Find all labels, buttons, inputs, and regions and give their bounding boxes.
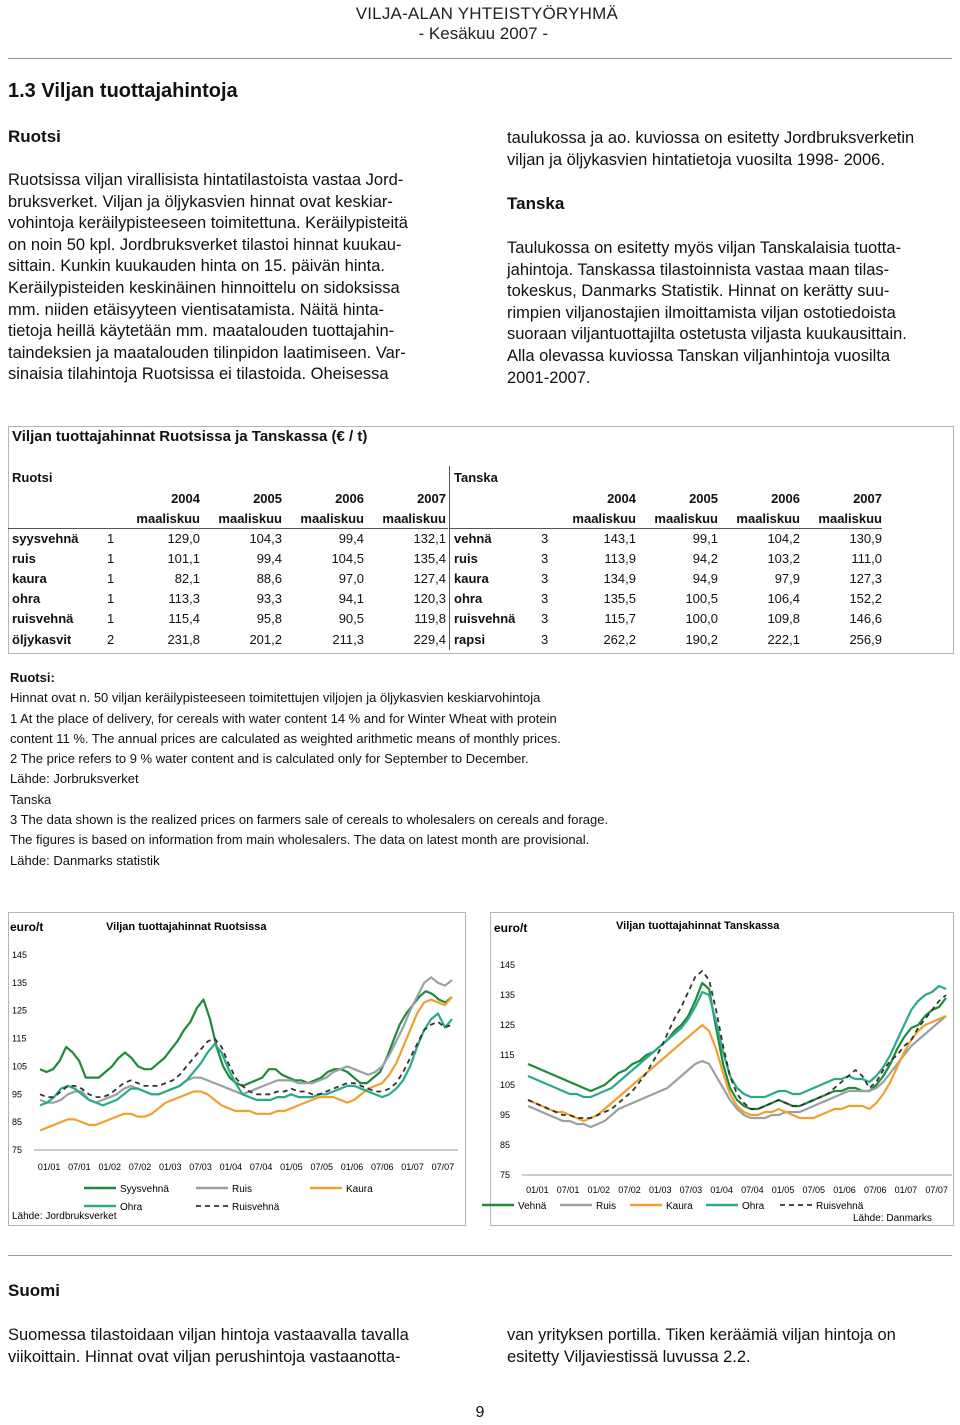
x-tick-label: 01/07 <box>401 1162 424 1172</box>
x-tick-label: 07/02 <box>618 1185 641 1195</box>
chart-title: Viljan tuottajahinnat Ruotsissa <box>106 921 267 933</box>
note-line: 2 The price refers to 9 % water content and is calculated only for September to December. <box>10 751 529 767</box>
table-cell: 143,1 <box>603 531 636 546</box>
table-cell: 127,3 <box>849 571 882 586</box>
y-tick-label: 135 <box>12 977 28 988</box>
table-cell: 201,2 <box>249 632 282 647</box>
text-line: viljan ja öljykasvien hintatietoja vuosilta 1998- 2006. <box>507 150 885 169</box>
y-tick-label: 75 <box>12 1145 23 1155</box>
table-cell: 119,8 <box>414 611 446 626</box>
text-line: van yrityksen portilla. Tiken keräämiä viljan hintoja on <box>507 1326 896 1344</box>
text-line: esitetty Viljaviestissä luvussa 2.2. <box>507 1347 751 1366</box>
table-cell: 94,9 <box>692 571 718 586</box>
table-month-header: maaliskuu <box>300 511 364 526</box>
x-tick-label: 01/06 <box>340 1162 364 1172</box>
x-tick-label: 01/05 <box>771 1185 795 1195</box>
legend-label: Syysvehnä <box>120 1184 169 1195</box>
table-cell: 152,2 <box>849 591 882 606</box>
x-tick-label: 07/04 <box>249 1162 273 1172</box>
x-tick-label: 01/06 <box>833 1185 856 1195</box>
x-tick-label: 01/05 <box>280 1162 303 1172</box>
table-note-ref: 1 <box>107 551 115 566</box>
table-cell: 146,6 <box>849 611 882 626</box>
table-note-ref: 3 <box>541 571 549 586</box>
table-cell: 190,2 <box>685 632 718 647</box>
table-year-header: 2007 <box>853 491 882 506</box>
table-note-ref: 1 <box>107 611 115 626</box>
table-cell: 103,2 <box>767 551 800 566</box>
x-tick-label: 01/07 <box>894 1185 918 1195</box>
table-cell: 211,3 <box>332 632 364 647</box>
table-cell: 100,0 <box>685 611 718 626</box>
x-tick-label: 07/01 <box>68 1162 91 1172</box>
legend-label: Kaura <box>666 1201 693 1212</box>
legend-label: Ruisvehnä <box>816 1201 864 1212</box>
table-note-ref: 3 <box>541 591 549 606</box>
table-note-ref: 1 <box>107 531 115 546</box>
x-tick-label: 07/03 <box>679 1185 703 1195</box>
text-line: Ruotsissa viljan virallisista hintatilastoista vastaa Jord- <box>8 171 404 189</box>
x-tick-label: 01/01 <box>526 1185 549 1195</box>
x-tick-label: 07/06 <box>371 1162 394 1172</box>
x-tick-label: 01/01 <box>37 1162 61 1172</box>
table-row-label: ruisvehnä <box>454 611 516 626</box>
table-year-header: 2005 <box>689 491 718 506</box>
legend-label: Kaura <box>346 1184 373 1195</box>
table-cell: 104,5 <box>331 551 364 566</box>
x-tick-label: 07/02 <box>128 1162 152 1172</box>
table-cell: 222,1 <box>767 632 800 647</box>
table-cell: 97,9 <box>774 571 800 586</box>
table-ruotsi-label: Ruotsi <box>12 470 53 485</box>
table-year-header: 2006 <box>771 491 800 506</box>
legend-label: Ruisvehnä <box>232 1202 280 1213</box>
text-line: Alla olevassa kuviossa Tanskan viljanhintoja vuosilta <box>507 346 891 365</box>
y-tick-label: 145 <box>12 950 28 960</box>
table-cell: 104,2 <box>767 531 800 546</box>
note-line: The figures is based on information from main wholesalers. The data on latest month are provisional. <box>10 832 590 848</box>
x-tick-label: 07/05 <box>310 1162 333 1172</box>
table-cell: 95,8 <box>256 611 282 626</box>
suomi-left-paragraph <box>8 1325 466 1368</box>
table-cell: 130,9 <box>849 531 882 546</box>
table-note-ref: 3 <box>541 531 549 546</box>
table-year-header: 2004 <box>171 491 200 506</box>
table-cell: 115,7 <box>604 611 636 626</box>
x-tick-label: 07/05 <box>802 1185 826 1195</box>
table-cell: 111,0 <box>851 551 882 566</box>
text-line: suoraan viljantuottajilta ostetusta viljasta kuukausittain. <box>507 325 907 344</box>
table-row-label: öljykasvit <box>12 632 72 647</box>
legend-label: Vehnä <box>518 1201 547 1212</box>
text-line: tokeskus, Danmarks Statistik. Hinnat on kerätty suu- <box>507 282 890 301</box>
table-cell: 104,3 <box>249 531 282 546</box>
text-line: taindeksien ja maatalouden tilinpidon laatimiseen. Var- <box>8 343 406 362</box>
table-year-header: 2005 <box>253 491 282 506</box>
y-tick-label: 85 <box>12 1117 23 1128</box>
table-row-label: kaura <box>12 571 47 586</box>
chart-y-label: euro/t <box>494 921 528 935</box>
table-note-ref: 1 <box>107 571 115 586</box>
x-tick-label: 07/04 <box>741 1185 764 1195</box>
x-tick-label: 01/03 <box>648 1185 672 1195</box>
note-line: 1 At the place of delivery, for cereals with water content 14 % and for Winter Wheat with protein <box>10 710 557 726</box>
issue-header: - Kesäkuu 2007 - <box>418 24 548 43</box>
text-line: sittain. Kunkin kuukauden hinta on 15. päivän hinta. <box>8 257 386 276</box>
table-year-header: 2004 <box>607 491 636 506</box>
table-cell: 88,6 <box>256 571 282 586</box>
x-tick-label: 01/02 <box>587 1185 611 1195</box>
chart-source: Lähde: Jordbruksverket <box>12 1211 117 1222</box>
notes-ruotsi-heading: Ruotsi: <box>10 670 55 685</box>
table-tanska-label: Tanska <box>454 470 498 485</box>
table-cell: 256,9 <box>849 632 882 647</box>
x-tick-label: 01/03 <box>159 1162 182 1172</box>
table-cell: 127,4 <box>413 571 446 586</box>
legend-label: Ruis <box>596 1201 617 1212</box>
suomi-right-paragraph <box>507 1325 952 1368</box>
table-row-label: kaura <box>454 571 489 586</box>
text-line: jahintoja. Tanskassa tilastoinnista vastaa maan tilas- <box>507 260 890 279</box>
text-line: sinaisia tilahintoja Ruotsissa ei tilastoida. Oheisessa <box>8 365 389 384</box>
table-row-label: syysvehnä <box>12 531 79 546</box>
table-row-label: rapsi <box>454 632 486 647</box>
text-line: Keräilypisteiden keskinäinen hinnoittelu on sidoksissa <box>8 278 400 297</box>
x-tick-label: 01/04 <box>710 1185 733 1195</box>
y-tick-label: 125 <box>12 1005 28 1016</box>
page-number: 9 <box>475 1404 485 1421</box>
table-row-label: ohra <box>454 591 483 606</box>
table-cell: 129,0 <box>167 531 200 546</box>
text-line: vohintoja keräilypisteeseen toimitettuna. Keräilypisteitä <box>8 214 408 233</box>
text-line: tietoja heillä käytetään mm. maatalouden tuottajahin- <box>8 322 395 341</box>
series-line-kaura <box>40 997 452 1131</box>
chart-source: Lähde: Danmarks <box>853 1213 932 1224</box>
y-tick-label: 105 <box>500 1080 516 1090</box>
x-tick-label: 07/07 <box>431 1162 455 1172</box>
chart-y-label: euro/t <box>10 920 44 934</box>
table-month-header: maaliskuu <box>818 511 882 526</box>
table-cell: 99,4 <box>256 551 282 566</box>
y-tick-label: 135 <box>500 990 516 1000</box>
y-tick-label: 125 <box>500 1020 516 1030</box>
table-row-label: vehnä <box>454 531 492 546</box>
table-cell: 135,4 <box>413 551 446 566</box>
table-cell: 99,1 <box>692 531 718 546</box>
note-line: Lähde: Danmarks statistik <box>10 852 160 868</box>
note-line: content 11 %. The annual prices are calculated as weighted arithmetic means of monthly prices. <box>10 730 561 746</box>
x-tick-label: 07/06 <box>863 1185 887 1195</box>
x-tick-label: 07/01 <box>556 1185 580 1195</box>
y-tick-label: 105 <box>12 1061 28 1072</box>
text-line: 2001-2007. <box>507 368 591 387</box>
table-row-label: ruis <box>454 551 478 566</box>
y-tick-label: 145 <box>500 960 516 970</box>
x-tick-label: 01/04 <box>219 1162 243 1172</box>
table-cell: 120,3 <box>413 591 446 606</box>
table-cell: 82,1 <box>174 571 200 586</box>
notes-tanska-heading: Tanska <box>10 791 52 807</box>
table-cell: 94,2 <box>692 551 718 566</box>
table-cell: 262,2 <box>603 632 636 647</box>
legend-label: Ohra <box>742 1201 765 1212</box>
chart-title: Viljan tuottajahinnat Tanskassa <box>616 920 780 932</box>
table-cell: 93,3 <box>256 591 282 606</box>
table-note-ref: 3 <box>541 632 549 647</box>
legend-label: Ruis <box>232 1184 253 1195</box>
table-cell: 100,5 <box>685 591 718 606</box>
table-month-header: maaliskuu <box>382 511 446 526</box>
table-cell: 106,4 <box>767 591 800 606</box>
table-cell: 113,9 <box>604 551 636 566</box>
suomi-heading: Suomi <box>8 1281 60 1300</box>
x-tick-label: 01/02 <box>98 1162 121 1172</box>
text-line: taulukossa ja ao. kuviossa on esitetty Jordbruksverketin <box>507 129 915 147</box>
series-line-vehnä <box>528 983 946 1109</box>
table-row-label: ruisvehnä <box>12 611 74 626</box>
table-cell: 90,5 <box>338 611 364 626</box>
y-tick-label: 95 <box>500 1110 511 1120</box>
text-line: mm. niiden etäisyyteen vientisatamista. Näitä hinta- <box>8 300 385 319</box>
y-tick-label: 115 <box>12 1033 27 1044</box>
table-note-ref: 3 <box>541 611 549 626</box>
table-cell: 231,8 <box>167 632 200 647</box>
note-line: Hinnat ovat n. 50 viljan keräilypisteeseen toimitettujen viljojen ja öljykasvien keskiarvohintoja <box>10 690 541 706</box>
text-line: on noin 50 kpl. Jordbruksverket tilastoi hinnat kuukau- <box>8 235 402 254</box>
ruotsi-heading: Ruotsi <box>8 127 61 146</box>
table-month-header: maaliskuu <box>572 511 636 526</box>
suomi-rule <box>8 1255 952 1256</box>
table-note-ref: 3 <box>541 551 549 566</box>
table-year-header: 2006 <box>335 491 364 506</box>
table-month-header: maaliskuu <box>654 511 718 526</box>
table-year-header: 2007 <box>417 491 446 506</box>
text-line: bruksverket. Viljan ja öljykasvien hinnat ovat keskiar- <box>8 192 393 211</box>
x-tick-label: 07/07 <box>925 1185 948 1195</box>
table-cell: 135,5 <box>603 591 636 606</box>
y-tick-label: 85 <box>500 1140 511 1150</box>
y-tick-label: 95 <box>12 1089 23 1100</box>
table-cell: 229,4 <box>413 632 446 647</box>
table-month-header: maaliskuu <box>736 511 800 526</box>
table-cell: 97,0 <box>338 571 364 586</box>
table-cell: 132,1 <box>413 531 446 546</box>
table-note-ref: 1 <box>107 591 115 606</box>
series-line-ruisvehnä <box>40 1022 452 1097</box>
text-line: viikoittain. Hinnat ovat viljan perushintoja vastaanotta- <box>8 1347 401 1366</box>
table-month-header: maaliskuu <box>136 511 200 526</box>
series-line-ohra <box>40 1014 452 1106</box>
table-cell: 115,4 <box>168 611 200 626</box>
table-row-label: ruis <box>12 551 36 566</box>
table-row-label: ohra <box>12 591 41 606</box>
table-cell: 113,3 <box>168 591 200 606</box>
table-cell: 99,4 <box>338 531 364 546</box>
text-line: Taulukossa on esitetty myös viljan Tanskalaisia tuotta- <box>507 239 902 257</box>
table-cell: 134,9 <box>603 571 636 586</box>
price-table-title: Viljan tuottajahinnat Ruotsissa ja Tanskassa (€ / t) <box>12 428 368 445</box>
y-tick-label: 115 <box>500 1050 515 1060</box>
table-cell: 109,8 <box>767 611 800 626</box>
legend-label: Ohra <box>120 1202 143 1213</box>
table-month-header: maaliskuu <box>218 511 282 526</box>
org-header: VILJA-ALAN YHTEISTYÖRYHMÄ <box>355 4 618 23</box>
x-tick-label: 07/03 <box>189 1162 212 1172</box>
text-line: Suomessa tilastoidaan viljan hintoja vastaavalla tavalla <box>8 1326 409 1344</box>
table-cell: 94,1 <box>338 591 364 606</box>
note-line: Lähde: Jorbruksverket <box>10 771 139 787</box>
note-line: 3 The data shown is the realized prices on farmers sale of cereals to wholesalers on cereals and forage. <box>10 812 609 828</box>
tanska-heading: Tanska <box>507 194 565 213</box>
text-line: rimpien viljanostajien ilmoittamista viljan ostotiedoista <box>507 303 896 322</box>
y-tick-label: 75 <box>500 1170 511 1180</box>
section-title: 1.3 Viljan tuottajahintoja <box>8 80 238 102</box>
table-note-ref: 2 <box>107 632 115 647</box>
table-cell: 101,1 <box>167 551 200 566</box>
